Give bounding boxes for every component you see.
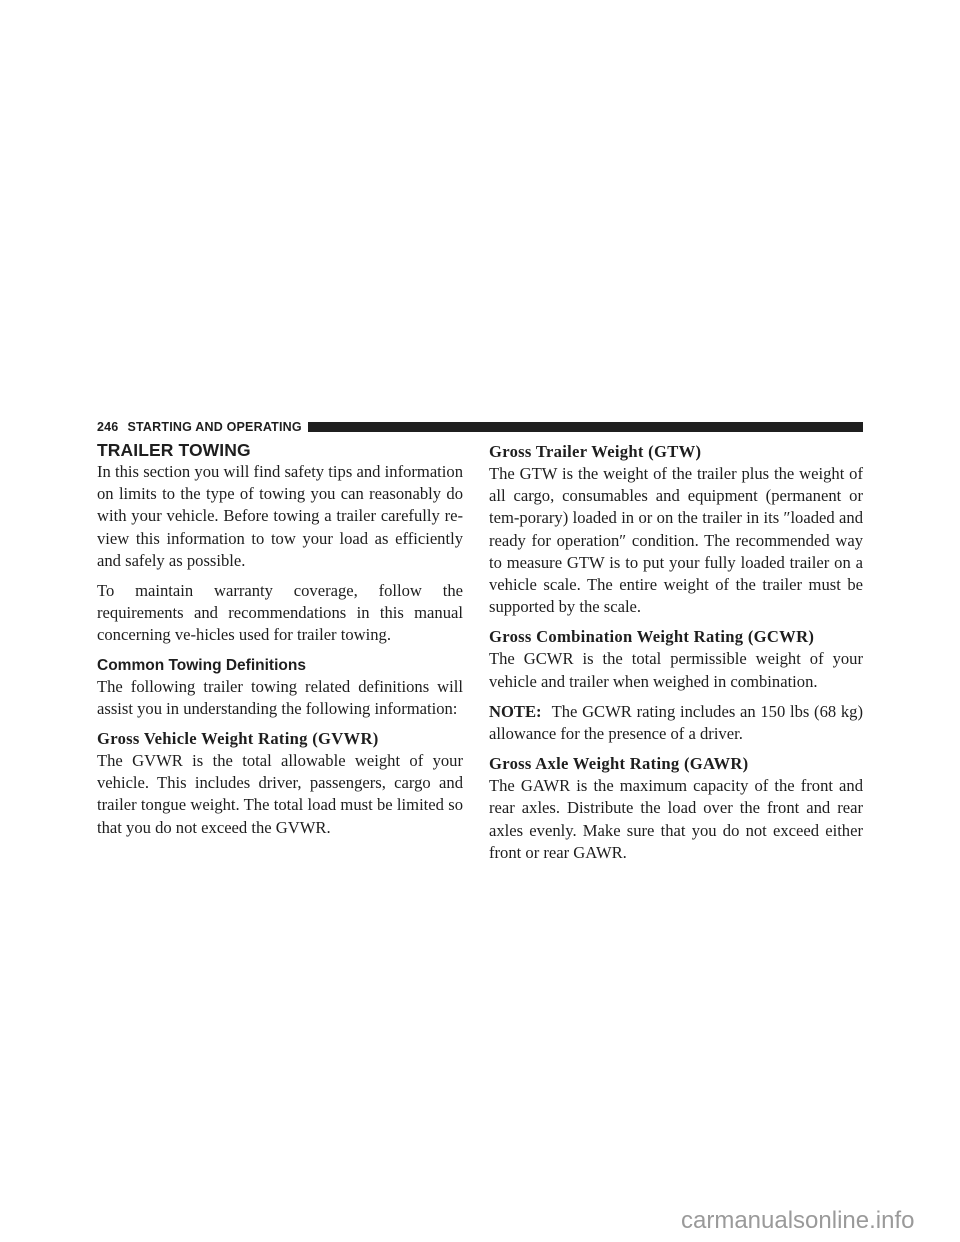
gcwr-note <box>489 701 863 745</box>
warranty-paragraph: To maintain warranty coverage, follow the requirements and recommendations in this manual concerning ve-hicles used for trailer towing. <box>97 581 463 645</box>
gcwr-heading: Gross Combination Weight Rating (GCWR) <box>489 627 815 647</box>
section-title: TRAILER TOWING <box>97 440 251 460</box>
header-rule <box>308 422 863 432</box>
definitions-intro: The following trailer towing related definitions will assist you in understanding the following information: <box>97 676 463 718</box>
page-header <box>97 419 863 435</box>
section-name: STARTING AND OPERATING <box>127 420 302 434</box>
gtw-heading: Gross Trailer Weight (GTW) <box>489 442 702 461</box>
page-number: 246 <box>97 420 119 434</box>
left-column <box>97 440 463 839</box>
gawr-body: The GAWR is the maximum capacity of the front and rear axles. Distribute the load over the front and rear axles evenly. Make sure that you do not exceed either front or rear GAWR. <box>489 776 863 862</box>
gvwr-body: The GVWR is the total allowable weight of your vehicle. This includes driver, passengers, cargo and trailer tongue weight. The total load must be limited so that you do not exceed the GVWR. <box>97 751 463 837</box>
note-text: The GCWR rating includes an 150 lbs (68 kg) allowance for the presence of a driver. <box>489 701 863 744</box>
gcwr-body: The GCWR is the total permissible weight of your vehicle and trailer when weighed in combination. <box>489 649 863 691</box>
watermark-link[interactable]: carmanualsonline.info <box>681 1207 915 1234</box>
gtw-body: The GTW is the weight of the trailer plus the weight of all cargo, consumables and equipment (permanent or tem-porary) loaded in or on the trailer in its ″loaded and ready for operation″ condition. The recommended way to measure GTW is to put your fully loaded trailer on a vehicle scale. The entire weight of the trailer must be supported by the scale. <box>489 464 863 617</box>
right-column <box>489 441 863 864</box>
gawr-heading: Gross Axle Weight Rating (GAWR) <box>489 754 749 774</box>
gvwr-heading: Gross Vehicle Weight Rating (GVWR) <box>97 729 379 749</box>
intro-paragraph: In this section you will find safety tips and information on limits to the type of towing you can reasonably do with your vehicle. Before towing a trailer carefully re-view this information to tow your load as efficiently and safely as possible. <box>97 462 463 570</box>
subsection-heading: Common Towing Definitions <box>97 656 306 674</box>
note-label: NOTE: <box>489 701 542 721</box>
